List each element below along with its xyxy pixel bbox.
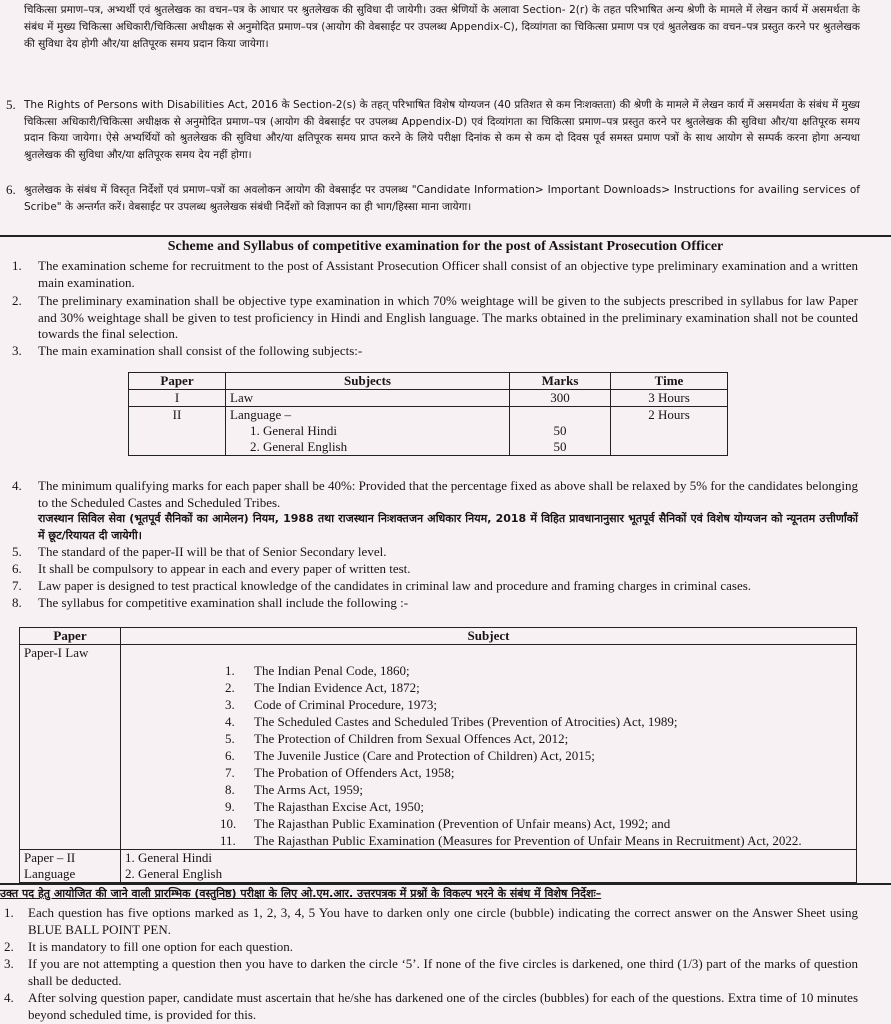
rule-7-text: Law paper is designed to test practical knowledge of the candidates in criminal law and procedure and framing charges in criminal cases. bbox=[38, 578, 752, 593]
law-title: The Rajasthan Public Examination (Measures for Prevention of Unfair Means in Recruitment) Act, 2022. bbox=[254, 833, 802, 848]
law-title: The Rajasthan Public Examination (Prevention of Unfair means) Act, 1992; and bbox=[254, 816, 671, 831]
item-number: 6. bbox=[12, 561, 22, 576]
law-list-item bbox=[121, 730, 856, 747]
table-row bbox=[20, 850, 857, 883]
col-header-subject: Subject bbox=[121, 628, 857, 645]
col-header-marks: Marks bbox=[510, 373, 611, 390]
item-number: 5. bbox=[12, 544, 22, 559]
law-list-item bbox=[121, 696, 856, 713]
paper-cell: I bbox=[129, 390, 226, 407]
subject-line: 2. General English bbox=[250, 439, 348, 454]
table-row bbox=[129, 407, 728, 456]
time-cell: 2 Hours bbox=[611, 407, 728, 456]
section-divider bbox=[0, 235, 891, 237]
law-number: 5. bbox=[225, 731, 235, 746]
omr-item-1: Each question has five options marked as 1, 2, 3, 4, 5 You have to darken only one circle (bubble) indicating the correct answer on the Answer Sheet using BLUE BALL POINT PEN. bbox=[28, 905, 858, 937]
law-number: 11. bbox=[220, 833, 236, 848]
law-title: Code of Criminal Procedure, 1973; bbox=[254, 697, 438, 712]
table-row bbox=[129, 390, 728, 407]
paper-label: Language bbox=[24, 866, 76, 881]
subject-cell bbox=[121, 645, 857, 850]
subject-cell: Law bbox=[226, 390, 510, 407]
marks-value: 50 bbox=[553, 439, 567, 454]
marks-cell: 300 bbox=[510, 390, 611, 407]
item-number: 3. bbox=[12, 343, 22, 358]
paper-cell: Paper-I Law bbox=[20, 645, 121, 850]
scheme-heading: Scheme and Syllabus of competitive examination for the post of Assistant Prosecution Officer bbox=[167, 239, 724, 254]
item-number: 3. bbox=[4, 956, 14, 971]
law-number: 9. bbox=[225, 799, 235, 814]
item-number: 8. bbox=[12, 595, 22, 610]
law-number: 4. bbox=[225, 714, 235, 729]
law-list-item bbox=[121, 798, 856, 815]
item-number: 4. bbox=[4, 990, 14, 1005]
scheme-item-3: The main examination shall consist of the following subjects:- bbox=[38, 343, 363, 358]
paper-cell bbox=[20, 850, 121, 883]
law-title: The Arms Act, 1959; bbox=[254, 782, 364, 797]
item-number: 5. bbox=[6, 97, 16, 112]
subject-line: 2. General English bbox=[125, 866, 223, 881]
scheme-item-2: The preliminary examination shall be objective type examination in which 70% weightage will be given to the subjects prescribed in syllabus for law Paper and 30% weightage shall be given to test proficiency in Hindi and English language. The marks obtained in the preliminary examination shall not be counted towards the final selection. bbox=[38, 293, 858, 341]
scribe-instructions-paragraph: श्रुतलेखक के संबंध में विस्तृत निर्देशों एवं प्रमाण–पत्रों का अवलोकन आयोग की वेबसाईट पर उपलब्ध "Candidate Information> Important Downloads> Instructions for availing services of Scribe" के अन्तर्गत करें। वेबसाईट पर उपलब्ध श्रुतलेखक संबंधी निर्देशों को विज्ञापन का ही भाग/हिस्सा माना जायेगा। bbox=[24, 184, 860, 213]
law-title: The Juvenile Justice (Care and Protection of Children) Act, 2015; bbox=[254, 748, 595, 763]
item-number: 6. bbox=[6, 182, 16, 197]
law-list-item bbox=[121, 747, 856, 764]
law-number: 8. bbox=[225, 782, 235, 797]
law-list bbox=[121, 662, 856, 849]
subject-title: Language – bbox=[230, 407, 292, 422]
subject-cell bbox=[121, 850, 857, 883]
law-number: 1. bbox=[225, 663, 235, 678]
law-title: The Probation of Offenders Act, 1958; bbox=[254, 765, 455, 780]
item-number: 7. bbox=[12, 578, 22, 593]
rule-8-text: The syllabus for competitive examination shall include the following :- bbox=[38, 595, 409, 610]
law-list-item bbox=[121, 815, 856, 832]
law-title: The Scheduled Castes and Scheduled Tribes (Prevention of Atrocities) Act, 1989; bbox=[254, 714, 678, 729]
rule-6-text: It shall be compulsory to appear in each and every paper of written test. bbox=[38, 561, 411, 576]
item-number: 4. bbox=[12, 478, 22, 493]
law-title: The Indian Penal Code, 1860; bbox=[254, 663, 410, 678]
marks-cell bbox=[510, 407, 611, 456]
scheme-item-1: The examination scheme for recruitment to the post of Assistant Prosecution Officer shall consist of an objective type preliminary examination and a written main examination. bbox=[38, 258, 858, 290]
rule-4-hindi: राजस्थान सिविल सेवा (भूतपूर्व सैनिकों का आमेलन) नियम, 1988 तथा राजस्थान निःशक्तजन अधिकार नियम, 2018 में विहित प्रावधानानुसार भूतपूर्व सैनिकों एवं विशेष योग्यजन को न्यूनतम उत्तीर्णांकों में छूट/रियायत दी जायेगी। bbox=[38, 512, 858, 542]
rpwd-paragraph: The Rights of Persons with Disabilities Act, 2016 के Section-2(s) के तहत् परिभाषित विशेष योग्यजन (40 प्रतिशत से कम निःशक्तता) की श्रेणी के मामले में लेखन कार्य में असमर्थता के संबंध में मुख्य चिकित्सा अधिकारी/चिकित्सा अधीक्षक से अनुमोदित प्रमाण–पत्र (आयोग की वेबसाईट पर उपलब्ध Appendix-D) एवं दिव्यांगता का चिकित्सा प्रमाण–पत्र प्रस्तुत करने पर श्रुतलेखक की सुविधा और/या क्षतिपूरक समय प्रदान किया जायेगा। ऐसे अभ्यर्थियों को श्रुतलेखक की सुविधा और/या क्षतिपूरक समय प्राप्त करने के लिये परीक्षा दिनांक से कम से कम दो दिवस पूर्व समस्त प्रमाण पत्रों के साथ आयोग से सम्पर्क करना होगा अन्यथा श्रुतलेखक की सुविधा और/या क्षतिपूरक समय देय नहीं होगा। bbox=[24, 99, 860, 161]
item-number: 1. bbox=[12, 258, 22, 273]
scribe-intro-paragraph: चिकित्सा प्रमाण–पत्र, अभ्यर्थी एवं श्रुतलेखक का वचन–पत्र के आधार पर श्रुतलेखक की सुविधा दी जायेगी। उक्त श्रेणियों के अलावा Section- 2(r) के तहत परिभाषित अन्य श्रेणी के मामले में लेखन कार्य में असमर्थता के संबंध में मुख्य चिकित्सा अधिकारी/चिकित्सा अधीक्षक से अनुमोदित प्रमाण–पत्र (आयोग की वेबसाईट पर उपलब्ध Appendix-C), दिव्यांगता का चिकित्सा प्रमाण पत्र एवं श्रुतलेखक का वचन–पत्र प्रस्तुत करने पर श्रुतलेखक की सुविधा देय होगी और/या क्षतिपूरक समय प्रदान किया जायेगा। bbox=[24, 4, 860, 50]
subject-line: 1. General Hindi bbox=[125, 850, 213, 865]
omr-item-3: If you are not attempting a question then you have to darken the circle ‘5’. If none of the five circles is darkened, one third (1/3) part of the marks of question shall be deducted. bbox=[28, 956, 858, 988]
omr-item-2: It is mandatory to fill one option for each question. bbox=[28, 939, 293, 954]
paper-cell: II bbox=[129, 407, 226, 456]
law-list-item bbox=[121, 764, 856, 781]
law-number: 10. bbox=[220, 816, 237, 831]
law-number: 6. bbox=[225, 748, 235, 763]
law-number: 3. bbox=[225, 697, 235, 712]
col-header-paper: Paper bbox=[20, 628, 121, 645]
col-header-subjects: Subjects bbox=[226, 373, 510, 390]
col-header-paper: Paper bbox=[129, 373, 226, 390]
omr-item-4: After solving question paper, candidate must ascertain that he/she has darkened one of the circles (bubbles) for each of the questions. Extra time of 10 minutes beyond scheduled time, is provided for this. bbox=[28, 990, 858, 1022]
item-number: 2. bbox=[12, 293, 22, 308]
law-list-item bbox=[121, 713, 856, 730]
law-list-item bbox=[121, 679, 856, 696]
rule-5-text: The standard of the paper-II will be that of Senior Secondary level. bbox=[38, 544, 387, 559]
section-divider bbox=[0, 883, 891, 885]
subject-line: 1. General Hindi bbox=[250, 423, 338, 438]
marks-value: 50 bbox=[553, 423, 567, 438]
law-number: 7. bbox=[225, 765, 235, 780]
table-row bbox=[20, 645, 857, 850]
omr-heading: उक्त पद हेतु आयोजित की जाने वाली प्रारम्भिक (वस्तुनिष्ठ) परीक्षा के लिए ओ.एम.आर. उत्तरपत्रक में प्रश्नों के विकल्प भरने के संबंध में विशेष निर्देशः– bbox=[0, 887, 602, 900]
rule-4-text: The minimum qualifying marks for each paper shall be 40%: Provided that the percentage fixed as above shall be relaxed by 5% for the candidates belonging to the Scheduled Castes and Scheduled Tribes. bbox=[38, 478, 858, 510]
item-number: 2. bbox=[4, 939, 14, 954]
time-cell: 3 Hours bbox=[611, 390, 728, 407]
item-number: 1. bbox=[4, 905, 14, 920]
main-exam-table bbox=[128, 372, 728, 456]
law-list-item bbox=[121, 662, 856, 679]
col-header-time: Time bbox=[611, 373, 728, 390]
law-number: 2. bbox=[225, 680, 235, 695]
paper-label: Paper – II bbox=[24, 850, 76, 865]
subject-cell bbox=[226, 407, 510, 456]
law-list-item bbox=[121, 832, 856, 849]
syllabus-table bbox=[19, 627, 857, 883]
law-title: The Indian Evidence Act, 1872; bbox=[254, 680, 420, 695]
law-title: The Protection of Children from Sexual Offences Act, 2012; bbox=[254, 731, 569, 746]
law-title: The Rajasthan Excise Act, 1950; bbox=[254, 799, 425, 814]
law-list-item bbox=[121, 781, 856, 798]
